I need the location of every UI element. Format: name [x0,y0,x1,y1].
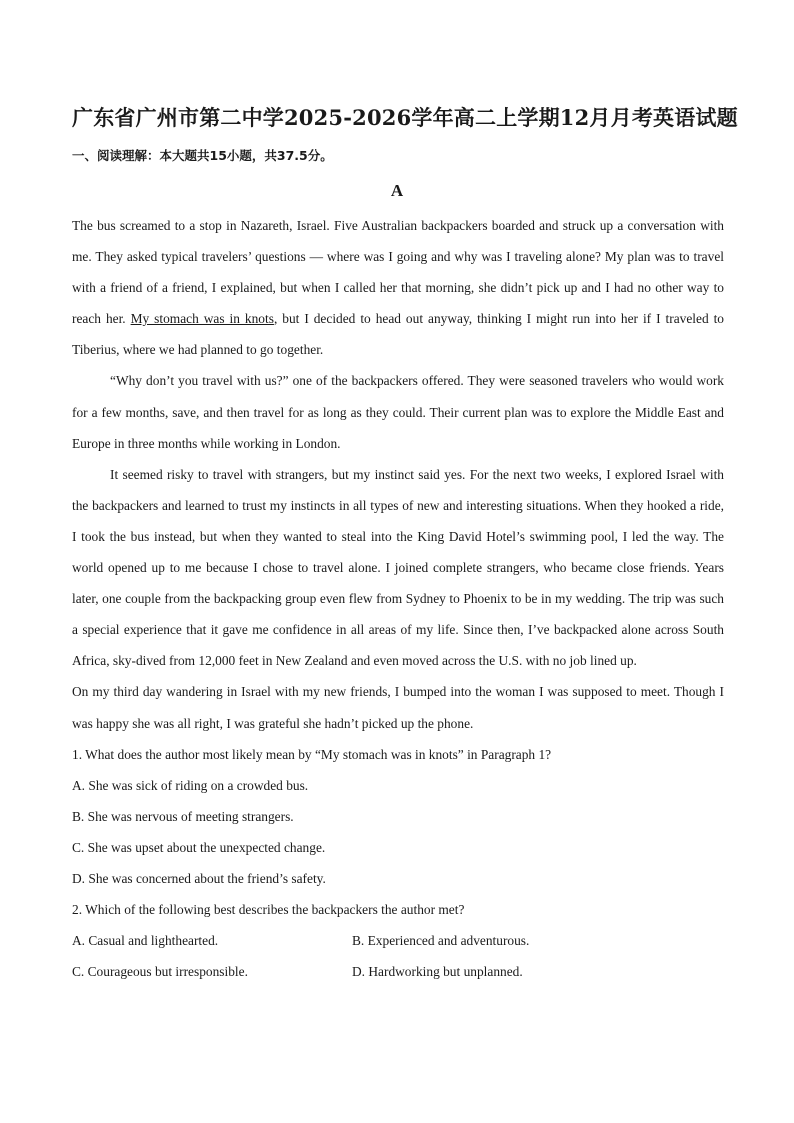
underlined-phrase: My stomach was in knots [130,311,274,327]
question-1-option-a: A. She was sick of riding on a crowded bus. [72,777,309,793]
section-header: 一、阅读理解：本大题共15小题，共37.5分。 [72,148,333,163]
question-1-option-d: D. She was concerned about the friend’s safety. [72,870,326,886]
paragraph-4: On my third day wandering in Israel with my new friends, I bumped into the woman I was supposed to meet. Though I was happy she was all right, I was grateful she hadn’t picked up the phone. [72,684,724,731]
question-2-option-c: C. Courageous but irresponsible. [72,964,248,980]
paragraph-3: It seemed risky to travel with strangers, but my instinct said yes. For the next two weeks, I explored Israel with the backpackers and learned to trust my instincts in all types of new and interesting situations. When they hooked a ride, I took the bus instead, but when they wanted to steal into the King David Hotel’s swimming pool, I led the way. The world opened up to me because I chose to travel alone. I joined complete strangers, who became close friends. Years later, one couple from the backpacking group even flew from Sydney to Phoenix to be in my wedding. The trip was such a special experience that it gave me confidence in all areas of my life. Since then, I’ve backpacked alone across South Africa, sky-dived from 12,000 feet in New Zealand and even moved across the U.S. with no job lined up. [72,466,724,669]
question-2-option-a: A. Casual and lighthearted. [72,933,219,949]
question-2-stem: 2. Which of the following best describes the backpackers the author met? [72,902,465,918]
page-title: 广东省广州市第二中学2025-2026学年高二上学期12月月考英语试题 [72,105,738,130]
question-1-option-c: C. She was upset about the unexpected change. [72,839,326,855]
paragraph-1 [72,210,724,365]
passage-body [72,210,724,987]
question-2-option-b: B. Experienced and adventurous. [352,933,530,949]
question-2-options-row-1 [72,925,724,956]
paragraph-1-start: The bus screamed to a stop in Nazareth, Israel. Five Australian backpackers boarded and struck up a conversation with me. They asked typical travelers’ questions — where was I going and why was I traveling alone? My plan was to travel with a friend of a friend, I explained, but when I called her that morning, she didn’t pick up and I had no other way to reach her. [72,218,724,327]
passage-label: A [390,181,404,200]
question-2-options-row-2 [72,956,724,987]
paragraph-1-end: , but I decided to head out anyway, thinking I might run into her if I traveled to Tiberius, where we had planned to go together. [72,311,725,358]
question-2-option-d: D. Hardworking but unplanned. [352,964,523,980]
paragraph-2: “Why don’t you travel with us?” one of the backpackers offered. They were seasoned travelers who would work for a few months, save, and then travel for as long as they could. Their current plan was to explore the Middle East and Europe in three months while working in London. [72,373,724,451]
question-1-stem: 1. What does the author most likely mean by “My stomach was in knots” in Paragraph 1? [72,746,552,762]
question-1-option-b: B. She was nervous of meeting strangers. [72,808,294,824]
